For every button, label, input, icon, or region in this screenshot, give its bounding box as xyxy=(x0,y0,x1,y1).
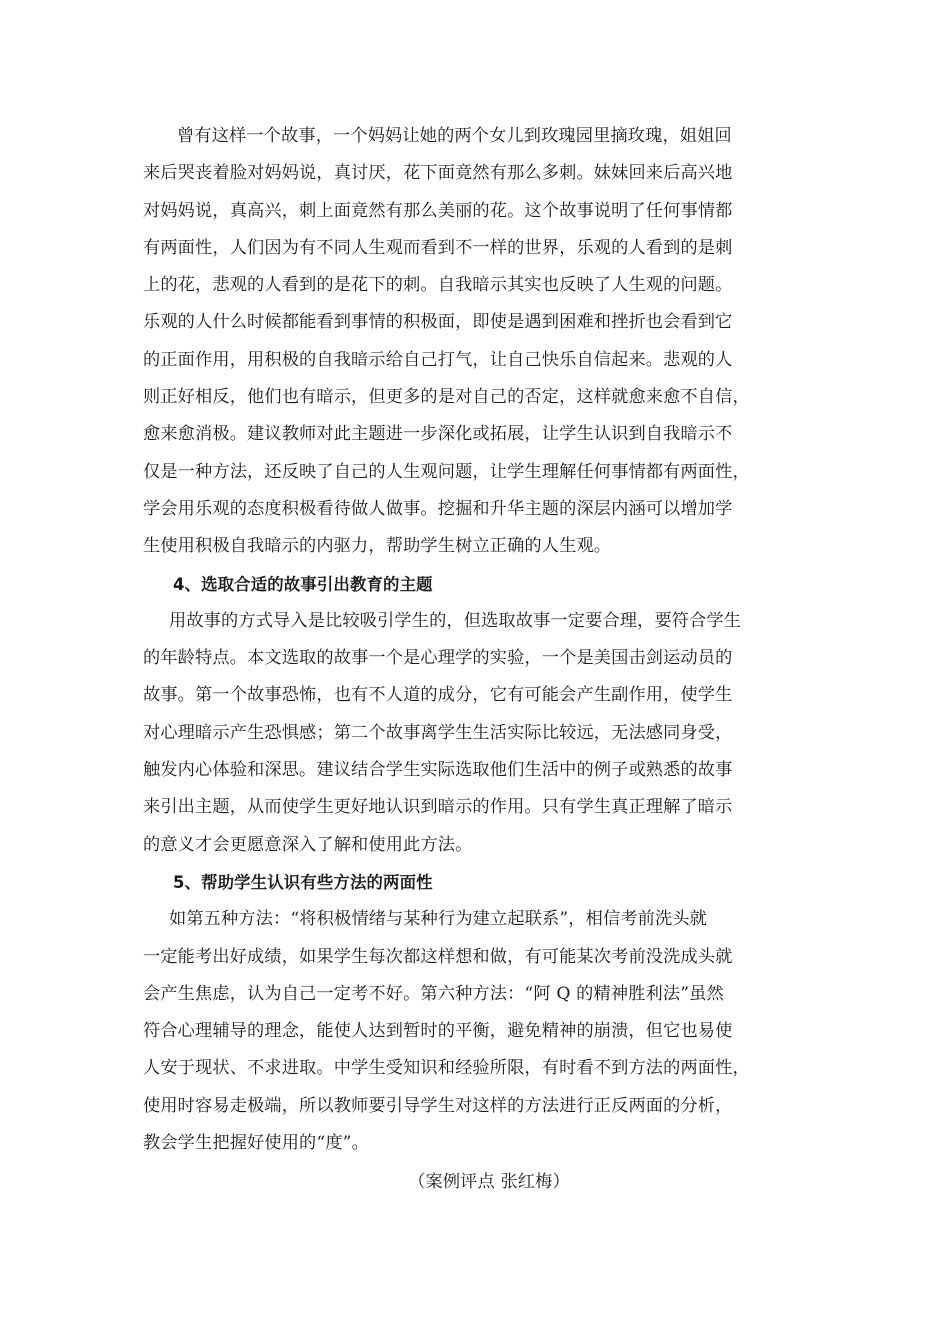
paragraph-method-duality xyxy=(143,901,823,1162)
text-line: 的年龄特点。本文选取的故事一个是心理学的实验，一个是美国击剑运动员的 xyxy=(143,648,733,669)
text-line: 使用时容易走极端，所以教师要引导学生对这样的方法进行正反两面的分析， xyxy=(143,1095,733,1116)
text-line: 教会学生把握好使用的“度”。 xyxy=(143,1133,369,1154)
text-line: 对妈妈说，真高兴，刺上面竟然有那么美丽的花。这个故事说明了任何事情都 xyxy=(143,200,733,221)
text-line: 如第五种方法：“将积极情绪与某种行为建立起联系”，相信考前洗头就 xyxy=(169,909,708,930)
document-page xyxy=(143,118,823,1202)
section-heading-5: 5、帮助学生认识有些方法的两面性 xyxy=(173,872,433,892)
author-signature: （案例评点 张红梅） xyxy=(408,1172,570,1193)
text-line: 故事。第一个故事恐怖，也有不人道的成分，它有可能会产生副作用，使学生 xyxy=(143,685,733,706)
paragraph-story-selection xyxy=(143,603,823,864)
text-line: 生使用积极自我暗示的内驱力，帮助学生树立正确的人生观。 xyxy=(143,536,612,557)
text-line: 仅是一种方法，还反映了自己的人生观问题，让学生理解任何事情都有两面性， xyxy=(143,461,750,482)
text-line: 人安于现状、不求进取。中学生受知识和经验所限，有时看不到方法的两面性， xyxy=(143,1058,750,1079)
text-line: 上的花，悲观的人看到的是花下的刺。自我暗示其实也反映了人生观的问题。 xyxy=(143,275,733,296)
text-line: 的意义才会更愿意深入了解和使用此方法。 xyxy=(143,834,473,855)
text-line: 符合心理辅导的理念，能使人达到暂时的平衡，避免精神的崩溃，但它也易使 xyxy=(143,1021,733,1042)
section-heading-4: 4、选取合适的故事引出教育的主题 xyxy=(173,574,433,594)
text-line: 曾有这样一个故事，一个妈妈让她的两个女儿到玫瑰园里摘玫瑰，姐姐回 xyxy=(177,126,732,146)
text-line: 来引出主题，从而使学生更好地认识到暗示的作用。只有学生真正理解了暗示 xyxy=(143,797,733,818)
text-line: 则正好相反，他们也有暗示，但更多的是对自己的否定，这样就愈来愈不自信， xyxy=(143,387,750,408)
text-line: 对心理暗示产生恐惧感；第二个故事离学生生活实际比较远，无法感同身受， xyxy=(143,722,733,743)
text-line: 有两面性，人们因为有不同人生观而看到不一样的世界，乐观的人看到的是刺 xyxy=(143,237,733,258)
text-line: 用故事的方式导入是比较吸引学生的，但选取故事一定要合理，要符合学生 xyxy=(169,610,742,631)
text-line: 触发内心体验和深思。建议结合学生实际选取他们生活中的例子或熟悉的故事 xyxy=(143,760,733,781)
text-line: 学会用乐观的态度积极看待做人做事。挖掘和升华主题的深层内涵可以增加学 xyxy=(143,498,733,519)
text-line: 来后哭丧着脸对妈妈说，真讨厌，花下面竟然有那么多刺。妹妹回来后高兴地 xyxy=(143,163,733,184)
text-line: 一定能考出好成绩，如果学生每次都这样想和做，有可能某次考前没洗成头就 xyxy=(143,946,733,967)
text-line: 的正面作用，用积极的自我暗示给自己打气，让自己快乐自信起来。悲观的人 xyxy=(143,349,733,370)
text-line: 会产生焦虑，认为自己一定考不好。第六种方法：“阿 Q 的精神胜利法”虽然 xyxy=(143,983,724,1004)
text-line: 乐观的人什么时候都能看到事情的积极面，即使是遇到困难和挫折也会看到它 xyxy=(143,312,733,333)
paragraph-optimism-story xyxy=(143,118,823,566)
text-line: 愈来愈消极。建议教师对此主题进一步深化或拓展，让学生认识到自我暗示不 xyxy=(143,424,733,445)
